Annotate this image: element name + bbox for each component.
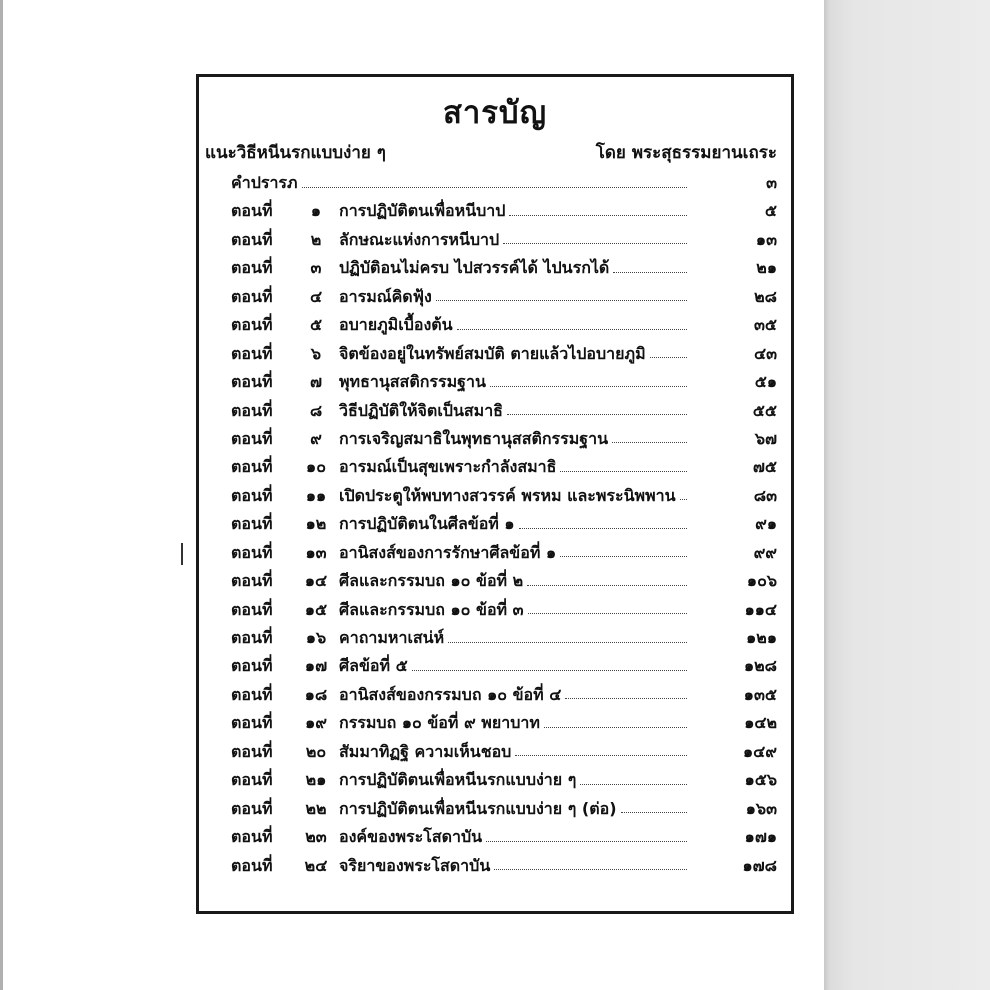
toc-entry (199, 397, 791, 425)
page-number: ๕ (764, 201, 777, 221)
toc-entries (199, 169, 791, 880)
chapter-word: ตอนที่ (231, 713, 273, 733)
chapter-word: ตอนที่ (231, 599, 273, 619)
dot-leader (527, 585, 687, 586)
toc-entry-title-wrap (231, 169, 691, 197)
chapter-word: ตอนที่ (231, 343, 273, 363)
page-number: ๑๗๑ (744, 827, 777, 847)
chapter-word: ตอนที่ (231, 571, 273, 591)
toc-entry-title-wrap (339, 482, 691, 510)
page-number: ๑๓ (755, 229, 777, 249)
toc-entry (199, 681, 791, 709)
chapter-title: การปฏิบัติตนในศีลข้อที่ ๑ (339, 514, 515, 534)
toc-entry-title-wrap (339, 397, 691, 425)
dot-leader (612, 442, 687, 443)
chapter-number: ๑๔ (304, 571, 328, 591)
page-number: ๖๗ (754, 428, 777, 448)
page-number: ๙๙ (753, 542, 777, 562)
toc-entry-title-wrap (339, 567, 691, 595)
page-number: ๑๑๔ (744, 599, 777, 619)
page-number: ๑๓๕ (743, 684, 777, 704)
dot-leader (457, 329, 687, 330)
toc-entry (199, 652, 791, 680)
toc-entry-title-wrap (339, 709, 691, 737)
chapter-title: การปฏิบัติตนเพื่อหนีนรกแบบง่าย ๆ (ต่อ) (339, 798, 617, 818)
chapter-word: ตอนที่ (231, 827, 273, 847)
author-credit: โดย พระสุธรรมยานเถระ (595, 143, 777, 163)
chapter-title: อารมณ์คิดฟุ้ง (339, 286, 432, 306)
chapter-number: ๒๐ (305, 741, 327, 761)
dot-leader (519, 528, 687, 529)
dot-leader (544, 727, 687, 728)
chapter-title: อบายภูมิเบื้องต้น (339, 315, 453, 335)
dot-leader (509, 215, 687, 216)
chapter-number: ๑๐ (306, 457, 326, 477)
chapter-word: ตอนที่ (231, 372, 273, 392)
toc-entry (199, 226, 791, 254)
dot-leader (436, 300, 687, 301)
toc-entry (199, 709, 791, 737)
toc-entry (199, 766, 791, 794)
toc-entry (199, 254, 791, 282)
chapter-word: ตอนที่ (231, 258, 273, 278)
toc-entry-title-wrap (339, 766, 691, 794)
chapter-word: ตอนที่ (231, 656, 273, 676)
toc-entry-title-wrap (339, 539, 691, 567)
toc-entry (199, 567, 791, 595)
toc-entry-title-wrap (339, 453, 691, 481)
toc-entry-title-wrap (339, 738, 691, 766)
chapter-word: ตอนที่ (231, 798, 273, 818)
page-number: ๑๔๒ (744, 713, 777, 733)
page-edge-right (824, 0, 990, 990)
chapter-title: อารมณ์เป็นสุขเพราะกำลังสมาธิ (339, 457, 557, 477)
toc-entry (199, 453, 791, 481)
chapter-number: ๖ (310, 343, 322, 363)
toc-entry-title-wrap (339, 226, 691, 254)
toc-entry-title-wrap (339, 823, 691, 851)
toc-entry (199, 425, 791, 453)
chapter-title: ปฏิบัติอนไม่ครบ ไปสวรรค์ได้ ไปนรกได้ (339, 258, 610, 278)
page-number: ๓๕ (753, 315, 777, 335)
toc-entry (199, 510, 791, 538)
toc-entry (199, 340, 791, 368)
dot-leader (507, 414, 687, 415)
dot-leader (490, 386, 687, 387)
preface-title: คำปรารภ (231, 173, 298, 192)
chapter-number: ๒๒ (305, 798, 327, 818)
toc-entry-title-wrap (339, 852, 691, 880)
chapter-title: อานิสงส์ของกรรมบถ ๑๐ ข้อที่ ๔ (339, 684, 562, 704)
dot-leader (613, 272, 687, 273)
dot-leader (412, 670, 687, 671)
toc-entry-title-wrap (339, 368, 691, 396)
chapter-word: ตอนที่ (231, 542, 273, 562)
toc-entry-preface (199, 169, 791, 197)
dot-leader (560, 556, 687, 557)
chapter-title: พุทธานุสสติกรรมฐาน (339, 372, 486, 392)
chapter-title: จิตข้องอยู่ในทรัพย์สมบัติ ตายแล้วไปอบายภูมิ (339, 343, 646, 363)
chapter-number: ๙ (310, 428, 322, 448)
chapter-number: ๔ (309, 286, 323, 306)
chapter-word: ตอนที่ (231, 457, 273, 477)
chapter-number: ๒๓ (305, 827, 327, 847)
chapter-word: ตอนที่ (231, 684, 273, 704)
chapter-number: ๑๗ (304, 656, 328, 676)
chapter-title: การปฏิบัติตนเพื่อหนีนรกแบบง่าย ๆ (339, 770, 577, 790)
dot-leader (486, 841, 687, 842)
toc-entry-title-wrap (339, 510, 691, 538)
toc-entry-title-wrap (339, 254, 691, 282)
chapter-number: ๒๑ (305, 770, 327, 790)
chapter-title: จริยาของพระโสดาบัน (339, 855, 491, 875)
dot-leader (503, 243, 687, 244)
dot-leader (528, 613, 687, 614)
chapter-word: ตอนที่ (231, 229, 273, 249)
toc-title: สารบัญ (442, 95, 548, 131)
toc-entry (199, 596, 791, 624)
dot-leader (302, 187, 687, 188)
dot-leader (621, 812, 687, 813)
chapter-title: ศีลและกรรมบถ ๑๐ ข้อที่ ๓ (339, 599, 524, 619)
toc-entry-title-wrap (339, 652, 691, 680)
chapter-word: ตอนที่ (231, 201, 273, 221)
chapter-word: ตอนที่ (231, 855, 273, 875)
page-number: ๑๕๖ (744, 770, 777, 790)
chapter-number: ๑๘ (304, 684, 328, 704)
toc-entry (199, 823, 791, 851)
margin-mark (181, 543, 183, 565)
dot-leader (560, 471, 687, 472)
chapter-number: ๘ (309, 400, 323, 420)
chapter-number: ๑๑ (305, 485, 327, 505)
toc-entry (199, 482, 791, 510)
page-number: ๑๗๘ (742, 855, 777, 875)
chapter-word: ตอนที่ (231, 770, 273, 790)
preface-page: ๓ (766, 173, 777, 192)
chapter-title: ลักษณะแห่งการหนีบาป (339, 229, 500, 249)
chapter-title: องค์ของพระโสดาบัน (339, 827, 483, 847)
dot-leader (448, 642, 687, 643)
chapter-number: ๒๔ (304, 855, 328, 875)
dot-leader (680, 499, 687, 500)
chapter-title: เปิดประตูให้พบทางสวรรค์ พรหม และพระนิพพาน (339, 485, 676, 505)
chapter-title: การเจริญสมาธิในพุทธานุสสติกรรมฐาน (339, 428, 609, 448)
dot-leader (580, 784, 687, 785)
toc-entry-title-wrap (339, 681, 691, 709)
toc-entry-title-wrap (339, 795, 691, 823)
page-number: ๑๒๘ (743, 656, 777, 676)
chapter-title: อานิสงส์ของการรักษาศีลข้อที่ ๑ (339, 542, 557, 562)
toc-entry (199, 624, 791, 652)
chapter-word: ตอนที่ (231, 628, 273, 647)
chapter-number: ๑๕ (304, 599, 328, 619)
chapter-title: กรรมบถ ๑๐ ข้อที่ ๙ พยาบาท (339, 713, 540, 733)
page-number: ๑๖๓ (745, 798, 777, 818)
chapter-word: ตอนที่ (231, 741, 273, 761)
toc-subtitle-row (205, 139, 777, 165)
chapter-number: ๓ (310, 258, 322, 278)
dot-leader (494, 869, 687, 870)
dot-leader (565, 698, 687, 699)
chapter-title: การปฏิบัติตนเพื่อหนีบาป (339, 201, 506, 221)
chapter-number: ๕ (309, 315, 323, 335)
chapter-number: ๑ (310, 201, 322, 221)
toc-entry (199, 795, 791, 823)
toc-entry (199, 738, 791, 766)
page-number: ๒๘ (754, 286, 777, 306)
table-of-contents-frame (196, 74, 794, 914)
chapter-title: ศีลข้อที่ ๕ (339, 656, 408, 676)
toc-entry (199, 539, 791, 567)
page-number: ๙๑ (755, 514, 777, 534)
page-number: ๒๑ (756, 258, 777, 278)
chapter-word: ตอนที่ (231, 485, 273, 505)
page-number: ๘๓ (753, 485, 777, 505)
page-number: ๑๐๖ (746, 571, 777, 591)
page-number: ๑๒๑ (746, 628, 777, 647)
chapter-number: ๑๖ (305, 628, 327, 647)
toc-entry (199, 311, 791, 339)
chapter-number: ๒ (310, 229, 322, 249)
toc-entry-title-wrap (339, 340, 691, 368)
toc-entry-title-wrap (339, 624, 691, 652)
chapter-word: ตอนที่ (231, 428, 273, 448)
dot-leader (515, 755, 687, 756)
toc-entry-title-wrap (339, 596, 691, 624)
chapter-number: ๑๒ (305, 514, 327, 534)
toc-entry-title-wrap (339, 311, 691, 339)
chapter-number: ๑๙ (305, 713, 327, 733)
page-number: ๑๔๙ (743, 741, 777, 761)
chapter-word: ตอนที่ (231, 400, 273, 420)
toc-entry (199, 852, 791, 880)
chapter-number: ๗ (309, 372, 323, 392)
book-title: แนะวิธีหนีนรกแบบง่าย ๆ (205, 143, 386, 163)
dot-leader (650, 357, 687, 358)
page-number: ๕๑ (754, 372, 777, 392)
toc-entry-title-wrap (339, 197, 691, 225)
toc-entry-title-wrap (339, 425, 691, 453)
chapter-word: ตอนที่ (231, 315, 273, 335)
chapter-title: สัมมาทิฏฐิ ความเห็นชอบ (339, 741, 512, 761)
toc-entry (199, 197, 791, 225)
page-number: ๕๕ (752, 400, 777, 420)
chapter-number: ๑๓ (305, 542, 327, 562)
toc-entry (199, 368, 791, 396)
toc-entry (199, 283, 791, 311)
page-number: ๗๕ (752, 457, 777, 477)
chapter-title: คาถามหาเสน่ห์ (339, 628, 445, 647)
chapter-title: ศีลและกรรมบถ ๑๐ ข้อที่ ๒ (339, 571, 524, 591)
chapter-word: ตอนที่ (231, 514, 273, 534)
page-edge-left (0, 0, 3, 990)
chapter-word: ตอนที่ (231, 286, 273, 306)
page-number: ๔๓ (753, 343, 777, 363)
toc-entry-title-wrap (339, 283, 691, 311)
chapter-title: วิธีปฏิบัติให้จิตเป็นสมาธิ (339, 400, 503, 420)
